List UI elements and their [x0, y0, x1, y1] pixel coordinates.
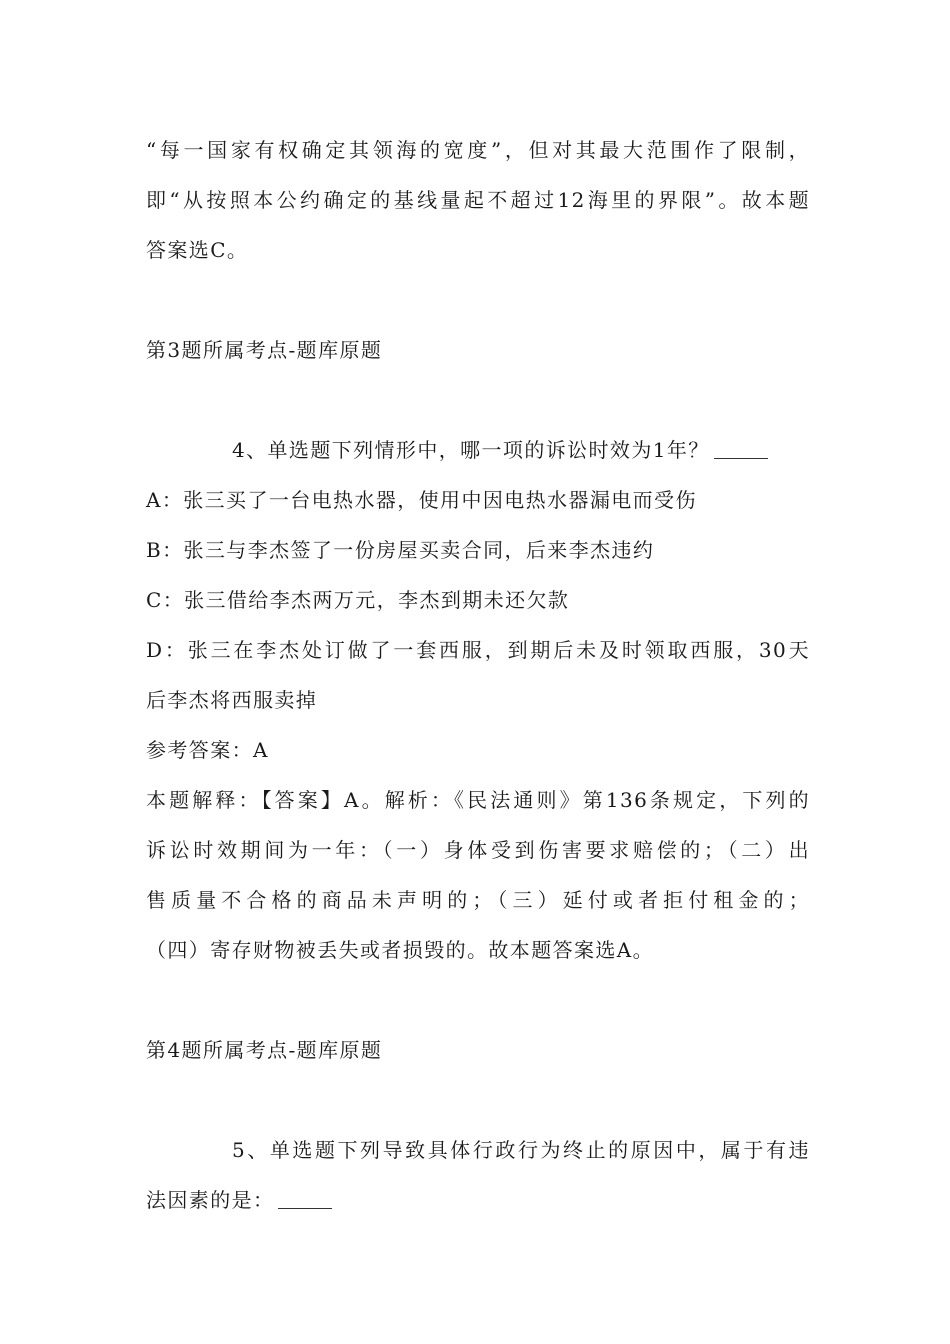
answer-blank — [714, 440, 768, 459]
explanation-line: 诉讼时效期间为一年：（一）身体受到伤害要求赔偿的；（二）出 — [146, 838, 810, 862]
question-4-stem — [232, 436, 810, 464]
explanation-line: “每一国家有权确定其领海的宽度”，但对其最大范围作了限制， — [146, 138, 810, 162]
knowledge-point-q4: 第4题所属考点-题库原题 — [146, 1038, 383, 1062]
knowledge-point-q3: 第3题所属考点-题库原题 — [146, 338, 383, 362]
explanation-line: 售质量不合格的商品未声明的；（三）延付或者拒付租金的； — [146, 888, 810, 912]
option-c: C：张三借给李杰两万元，李杰到期未还欠款 — [146, 588, 570, 612]
explanation-line: 本题解释：【答案】A。解析：《民法通则》第136条规定，下列的 — [146, 788, 810, 812]
explanation-line: 即“从按照本公约确定的基线量起不超过12海里的界限”。故本题 — [146, 188, 810, 212]
option-b: B：张三与李杰签了一份房屋买卖合同，后来李杰违约 — [146, 538, 655, 562]
option-a: A：张三买了一台电热水器，使用中因电热水器漏电而受伤 — [146, 488, 697, 512]
explanation-line: 答案选C。 — [146, 238, 249, 262]
question-4-stem-text: 4、单选题下列情形中，哪一项的诉讼时效为1年？ — [232, 438, 710, 462]
reference-answer: 参考答案：A — [146, 738, 269, 762]
option-d-line1: D：张三在李杰处订做了一套西服，到期后未及时领取西服，30天 — [146, 638, 810, 662]
question-5-stem-line2 — [146, 1186, 810, 1214]
explanation-line: （四）寄存财物被丢失或者损毁的。故本题答案选A。 — [146, 938, 655, 962]
question-5-stem-line1: 5、单选题下列导致具体行政行为终止的原因中，属于有违 — [232, 1138, 810, 1162]
option-d-line2: 后李杰将西服卖掉 — [146, 688, 318, 712]
question-5-stem-text: 法因素的是： — [146, 1188, 275, 1212]
answer-blank — [278, 1190, 332, 1209]
